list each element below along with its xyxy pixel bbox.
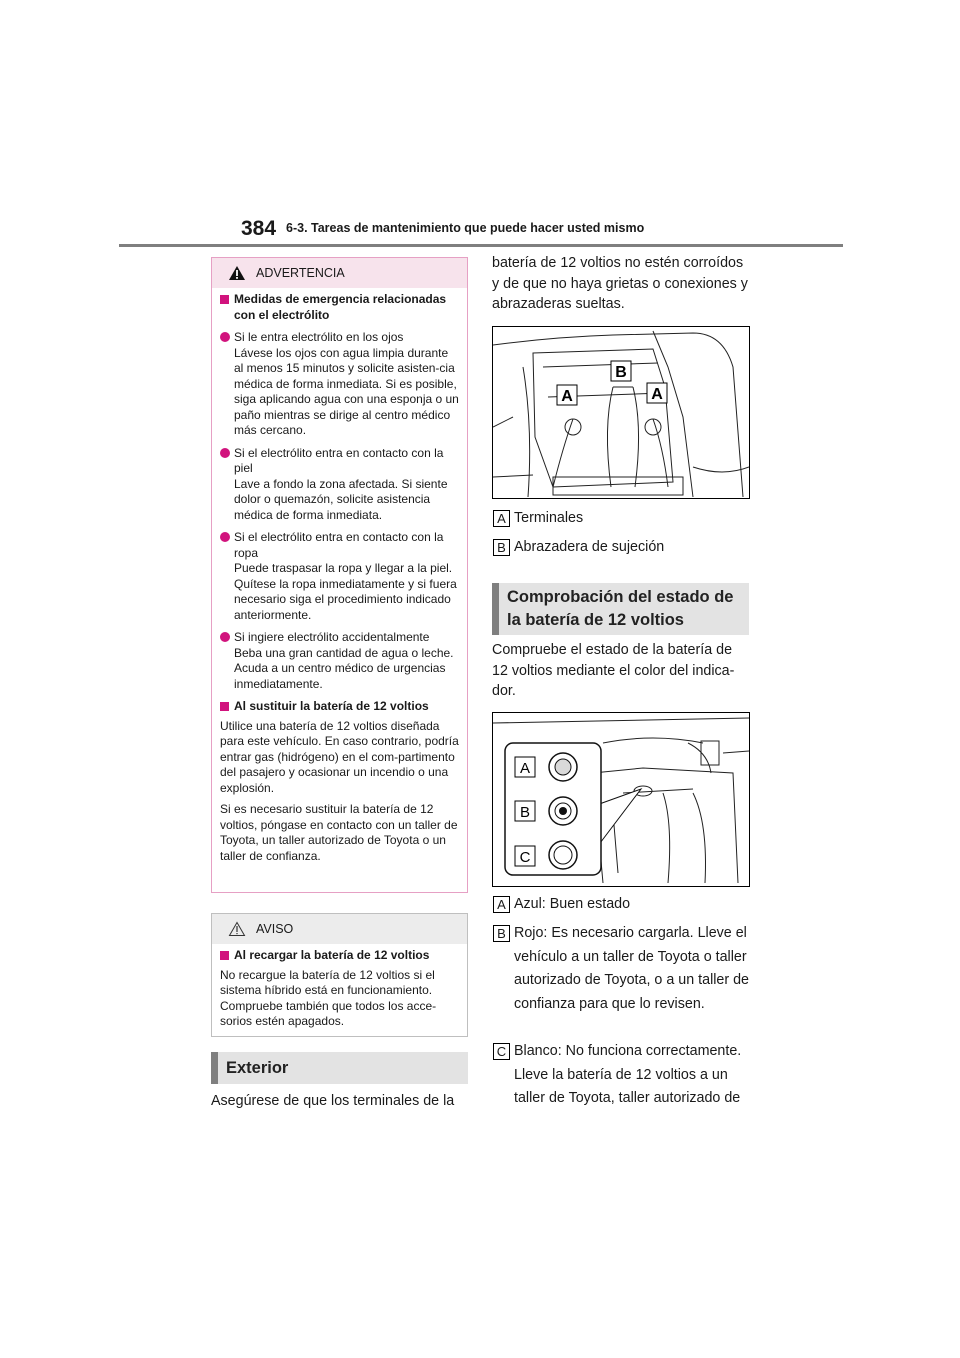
warning-heading-electrolyte: Medidas de emergencia relacionadas con el electrólito [234, 292, 447, 322]
battery-check-text: Compruebe el estado de la batería de 12 voltios mediante el color del indica-dor. [492, 642, 735, 699]
notice-title: AVISO [256, 922, 294, 936]
caution-triangle-icon [228, 921, 246, 937]
warning-bullet-clothes: Si el electrólito entra en contacto con la ropa Puede traspasar la ropa y llegar a la piel. Quítese la ropa inmediatamente y si fuera necesario siga el procedimiento indicado anteriormente. [234, 530, 457, 622]
figure2-callouts [515, 757, 535, 866]
warning-bullet [220, 446, 459, 524]
legend-item [493, 507, 750, 530]
battery-drawing [493, 327, 749, 498]
warning-heading-row [220, 292, 459, 323]
notice-content [212, 944, 467, 1030]
callout-a: A [519, 760, 531, 777]
notice-heading: Al recargar la batería de 12 voltios [234, 948, 430, 962]
exterior-text-continued: batería de 12 voltios no estén corroídos y de que no haya grietas o conexiones y abrazaderas sueltas. [492, 255, 748, 312]
header-rule [119, 244, 843, 247]
circle-bullet-icon [220, 632, 230, 642]
warning-content [212, 288, 467, 864]
warning-paragraph: Utilice una batería de 12 voltios diseñada para este vehículo. En caso contrario, podría entrar gas (hidrógeno) en el com-partimento del pasajero y ocasionar un incendio o una explosión. [220, 718, 459, 795]
callout-b: B [519, 804, 531, 821]
square-bullet-icon [220, 951, 229, 960]
legend-item [493, 1040, 750, 1111]
warning-title: ADVERTENCIA [256, 266, 345, 280]
indicator-circles [549, 753, 577, 869]
legend-tag: A [493, 510, 510, 527]
circle-bullet-icon [220, 532, 230, 542]
circle-bullet-icon [220, 448, 230, 458]
notice-title-bar [212, 914, 467, 944]
callout-a-right: A [651, 386, 663, 403]
warning-heading-replace: Al sustituir la batería de 12 voltios [234, 699, 429, 713]
warning-bullet-skin: Si el electrólito entra en contacto con la piel Lave a fondo la zona afectada. Si siente dolor o quemazón, solicite asistencia médica de forma inmediata. [234, 445, 448, 522]
section-header: 6-3. Tareas de mantenimiento que puede hacer usted mismo [286, 221, 645, 235]
warning-bullet-ingest: Si ingiere electrólito accidentalmente Beba una gran cantidad de agua o leche. Acuda a un centro médico de urgencias inmediatamente. [234, 630, 454, 691]
legend-item [493, 536, 750, 559]
legend-tag: B [493, 925, 510, 942]
callout-a-left: A [561, 388, 573, 405]
legend-text: Azul: Buen estado [514, 896, 631, 912]
legend-tag: B [493, 539, 510, 556]
indicator-drawing [493, 713, 749, 886]
warning-bullet-eyes: Si le entra electrólito en los ojos Lávese los ojos con agua limpia durante al menos 15 minutos y solicite asisten-cia médica de forma inmediata. Si es posible, siga aplicando agua con una esponja o un paño mientras se dirige al centro médico más cercano. [234, 330, 459, 437]
warning-title-bar [212, 258, 467, 288]
battery-indicator-illustration [492, 712, 750, 887]
warning-bullet [220, 330, 459, 439]
section-title-exterior: Exterior [211, 1052, 468, 1084]
warning-paragraph: Si es necesario sustituir la batería de 12 voltios, póngase en contacto con un taller de Toyota, un taller autorizado de Toyota o un taller de confianza. [220, 802, 458, 863]
warning-box [211, 257, 468, 893]
square-bullet-icon [220, 702, 229, 711]
legend-text: Blanco: No funciona correctamente. Lleve la batería de 12 voltios a un taller de Toyota, taller autorizado de [514, 1043, 742, 1106]
legend-text: Rojo: Es necesario cargarla. Lleve el vehículo a un taller de Toyota o taller autorizado de Toyota, o a un taller de confianza para que lo revisen. [514, 925, 750, 1012]
legend-text: Abrazadera de sujeción [514, 539, 665, 555]
notice-heading-row [220, 948, 459, 965]
warning-bullet [220, 630, 459, 692]
battery-terminals-illustration [492, 326, 750, 499]
exterior-text-start: Asegúrese de que los terminales de la [211, 1093, 455, 1109]
legend-text: Terminales [514, 510, 584, 526]
notice-paragraph: No recargue la batería de 12 voltios si el sistema híbrido está en funcionamiento. Compruebe también que todos los acce-sorios estén apagados. [220, 967, 437, 1028]
legend-item [493, 893, 750, 916]
legend-tag: A [493, 896, 510, 913]
callout-b: B [615, 364, 627, 381]
square-bullet-icon [220, 295, 229, 304]
page-number: 384 [241, 217, 277, 240]
notice-box [211, 913, 468, 1037]
figure1-callouts [557, 361, 667, 405]
callout-c: C [519, 849, 531, 866]
legend-tag: C [493, 1043, 510, 1060]
warning-bullet [220, 530, 459, 623]
circle-bullet-icon [220, 332, 230, 342]
legend-item [493, 922, 750, 1016]
warning-heading-row [220, 699, 459, 716]
section-title-battery-check: Comprobación del estado de la batería de 12 voltios [492, 583, 749, 635]
warning-triangle-icon [228, 265, 246, 281]
